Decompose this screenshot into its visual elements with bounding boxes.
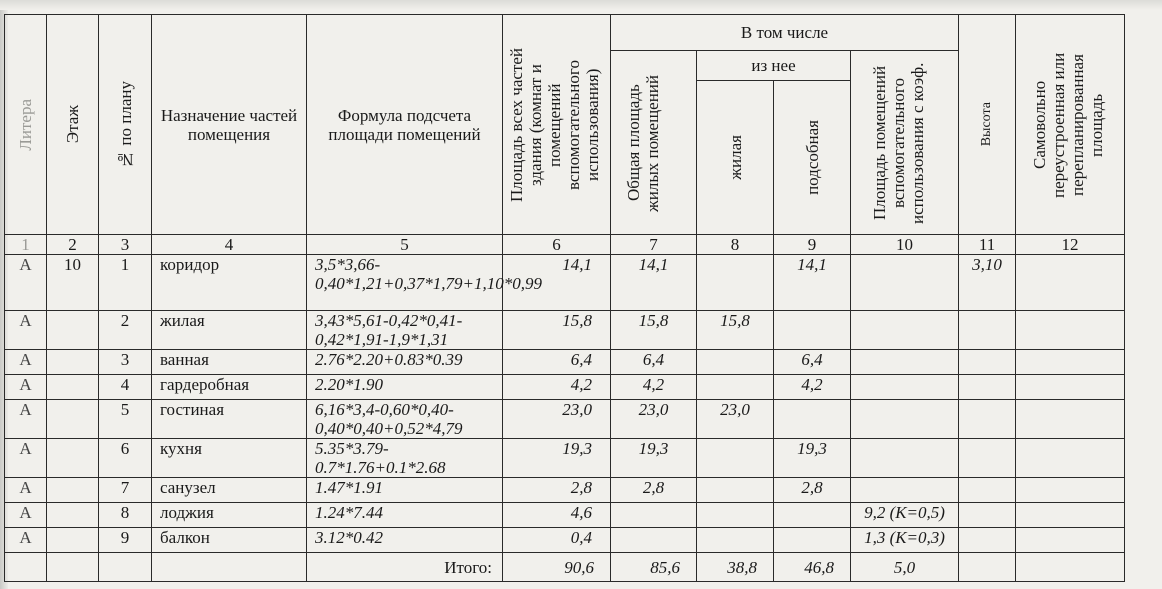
header-litera: [5, 15, 47, 235]
row-area-formula: 1.47*1.91: [307, 478, 503, 503]
totals-area-common: 85,6: [611, 553, 697, 582]
row-height: [959, 439, 1016, 478]
row-height: [959, 400, 1016, 439]
table-row: [5, 400, 1125, 439]
row-area-coef: [851, 311, 959, 350]
row-room-name: лоджия: [152, 503, 307, 528]
row-height: [959, 350, 1016, 375]
row-room-name: жилая: [152, 311, 307, 350]
row-area-living: 23,0: [697, 400, 774, 439]
row-room-name: гардеробная: [152, 375, 307, 400]
row-plan-number: 6: [99, 439, 152, 478]
row-area-all: 23,0: [503, 400, 611, 439]
table-row: [5, 311, 1125, 350]
row-plan-number: 8: [99, 503, 152, 528]
row-area-all: 14,1: [503, 255, 611, 311]
header-etazh-text: Этаж: [63, 105, 82, 144]
row-litera: А: [5, 375, 47, 400]
row-area-auxiliary: 4,2: [774, 375, 851, 400]
header-naznachenie: [152, 15, 307, 235]
row-area-formula: 3,5*3,66-0,40*1,21+0,37*1,79+1,10*0,99: [307, 255, 503, 311]
row-height: [959, 528, 1016, 553]
header-no-po-planu-text: № по плану: [115, 80, 135, 169]
header-zhilaya: [697, 81, 774, 235]
row-room-name: балкон: [152, 528, 307, 553]
row-litera: А: [5, 503, 47, 528]
column-number: 3: [99, 235, 152, 255]
row-area-coef: 1,3 (К=0,3): [851, 528, 959, 553]
row-floor: [47, 439, 99, 478]
row-plan-number: 2: [99, 311, 152, 350]
row-unauthorized-area: [1016, 503, 1125, 528]
row-area-coef: [851, 375, 959, 400]
row-area-living: [697, 439, 774, 478]
header-naznachenie-text: Назначение частей помещения: [160, 105, 298, 144]
row-area-coef: 9,2 (К=0,5): [851, 503, 959, 528]
header-ploshchad-vsekh: [503, 15, 611, 235]
row-area-common: 15,8: [611, 311, 697, 350]
row-area-auxiliary: [774, 311, 851, 350]
row-area-formula: 3,43*5,61-0,42*0,41-0,42*1,91-1,9*1,31: [307, 311, 503, 350]
row-floor: [47, 528, 99, 553]
totals-area-all: 90,6: [503, 553, 611, 582]
row-floor: [47, 478, 99, 503]
column-number: 7: [611, 235, 697, 255]
row-area-auxiliary: 2,8: [774, 478, 851, 503]
row-area-coef: [851, 350, 959, 375]
header-ploshchad-vsekh-text: Площадь всех частей здания (комнат и помещений вспомогательного использования): [506, 47, 602, 202]
header-obshchaya-text: Общая площадь жилых помещений: [623, 74, 662, 212]
row-area-common: 6,4: [611, 350, 697, 375]
row-area-formula: 3.12*0.42: [307, 528, 503, 553]
header-podsobnaya: [774, 81, 851, 235]
column-number: 5: [307, 235, 503, 255]
row-height: [959, 503, 1016, 528]
totals-empty: [1016, 553, 1125, 582]
header-zhilaya-text: жилая: [725, 135, 745, 180]
row-plan-number: 3: [99, 350, 152, 375]
row-area-common: 19,3: [611, 439, 697, 478]
row-litera: А: [5, 528, 47, 553]
header-vysota-text: Высота: [979, 102, 995, 147]
totals-empty: [152, 553, 307, 582]
table-row: [5, 375, 1125, 400]
row-area-coef: [851, 439, 959, 478]
row-plan-number: 1: [99, 255, 152, 311]
row-area-all: 0,4: [503, 528, 611, 553]
row-unauthorized-area: [1016, 478, 1125, 503]
header-samovolno: [1016, 15, 1125, 235]
row-room-name: гостиная: [152, 400, 307, 439]
header-vysota: [959, 15, 1016, 235]
totals-empty: [99, 553, 152, 582]
column-number: 8: [697, 235, 774, 255]
row-floor: [47, 375, 99, 400]
row-area-formula: 1.24*7.44: [307, 503, 503, 528]
row-area-living: [697, 255, 774, 311]
row-plan-number: 4: [99, 375, 152, 400]
row-area-living: [697, 350, 774, 375]
header-formula-text: Формула подсчета площади помещений: [328, 105, 481, 144]
row-unauthorized-area: [1016, 439, 1125, 478]
column-number: 10: [851, 235, 959, 255]
row-plan-number: 5: [99, 400, 152, 439]
row-area-coef: [851, 400, 959, 439]
row-area-formula: 2.20*1.90: [307, 375, 503, 400]
header-vspomog-text: Площадь помещений вспомогательного использования с коэф.: [869, 61, 927, 224]
header-no-po-planu: [99, 15, 152, 235]
row-floor: [47, 400, 99, 439]
row-area-auxiliary: 19,3: [774, 439, 851, 478]
page-top-shadow: [0, 0, 1162, 10]
row-room-name: коридор: [152, 255, 307, 311]
header-v-tom-chisle-text: В том числе: [740, 23, 829, 42]
row-litera: А: [5, 439, 47, 478]
row-unauthorized-area: [1016, 350, 1125, 375]
column-number: 11: [959, 235, 1016, 255]
row-litera: А: [5, 350, 47, 375]
header-iz-nee: [697, 51, 851, 81]
row-area-common: 23,0: [611, 400, 697, 439]
column-number: 4: [152, 235, 307, 255]
row-floor: 10: [47, 255, 99, 311]
row-area-all: 4,6: [503, 503, 611, 528]
table-row: [5, 503, 1125, 528]
totals-empty: [959, 553, 1016, 582]
row-area-formula: 6,16*3,4-0,60*0,40-0,40*0,40+0,52*4,79: [307, 400, 503, 439]
row-area-auxiliary: [774, 528, 851, 553]
totals-area-auxiliary: 46,8: [774, 553, 851, 582]
column-number-row: [5, 235, 1125, 255]
row-area-common: 2,8: [611, 478, 697, 503]
row-litera: А: [5, 255, 47, 311]
header-samovolno-text: Самовольно переустроенная или перепланированная площадь: [1030, 51, 1107, 198]
row-floor: [47, 350, 99, 375]
header-etazh: [47, 15, 99, 235]
totals-label: Итого:: [307, 553, 503, 582]
column-number: 12: [1016, 235, 1125, 255]
row-area-formula: 2.76*2.20+0.83*0.39: [307, 350, 503, 375]
row-unauthorized-area: [1016, 400, 1125, 439]
row-area-common: 14,1: [611, 255, 697, 311]
row-area-living: [697, 528, 774, 553]
totals-area-living: 38,8: [697, 553, 774, 582]
row-litera: А: [5, 311, 47, 350]
row-area-living: 15,8: [697, 311, 774, 350]
table-row: [5, 350, 1125, 375]
row-unauthorized-area: [1016, 528, 1125, 553]
header-v-tom-chisle: [611, 15, 959, 51]
table-row: [5, 478, 1125, 503]
row-area-living: [697, 478, 774, 503]
totals-empty: [5, 553, 47, 582]
row-room-name: ванная: [152, 350, 307, 375]
row-area-coef: [851, 478, 959, 503]
row-area-common: 4,2: [611, 375, 697, 400]
row-area-formula: 5.35*3.79-0.7*1.76+0.1*2.68: [307, 439, 503, 478]
row-floor: [47, 503, 99, 528]
row-area-all: 6,4: [503, 350, 611, 375]
row-height: [959, 375, 1016, 400]
row-plan-number: 9: [99, 528, 152, 553]
row-area-coef: [851, 255, 959, 311]
totals-area-coef: 5,0: [851, 553, 959, 582]
row-unauthorized-area: [1016, 375, 1125, 400]
row-area-common: [611, 503, 697, 528]
row-plan-number: 7: [99, 478, 152, 503]
row-area-auxiliary: [774, 400, 851, 439]
header-formula: [307, 15, 503, 235]
row-area-all: 2,8: [503, 478, 611, 503]
header-obshchaya: [611, 51, 697, 235]
row-height: 3,10: [959, 255, 1016, 311]
column-number: 1: [5, 235, 47, 255]
row-area-living: [697, 375, 774, 400]
table-row: [5, 439, 1125, 478]
totals-row: [5, 553, 1125, 582]
row-unauthorized-area: [1016, 311, 1125, 350]
row-room-name: кухня: [152, 439, 307, 478]
row-area-living: [697, 503, 774, 528]
row-area-common: [611, 528, 697, 553]
row-litera: А: [5, 400, 47, 439]
row-floor: [47, 311, 99, 350]
row-area-auxiliary: [774, 503, 851, 528]
column-number: 2: [47, 235, 99, 255]
row-area-all: 19,3: [503, 439, 611, 478]
header-iz-nee-text: из нее: [751, 56, 796, 75]
header-podsobnaya-text: подсобная: [802, 120, 822, 195]
row-area-all: 4,2: [503, 375, 611, 400]
table-row: [5, 528, 1125, 553]
row-area-auxiliary: 14,1: [774, 255, 851, 311]
table-row: [5, 255, 1125, 311]
totals-empty: [47, 553, 99, 582]
row-unauthorized-area: [1016, 255, 1125, 311]
row-area-auxiliary: 6,4: [774, 350, 851, 375]
header-vspomog: [851, 51, 959, 235]
row-room-name: санузел: [152, 478, 307, 503]
row-litera: А: [5, 478, 47, 503]
header-litera-text: Литера: [16, 98, 35, 151]
row-area-all: 15,8: [503, 311, 611, 350]
column-number: 6: [503, 235, 611, 255]
area-explication-table: [4, 14, 1125, 582]
column-number: 9: [774, 235, 851, 255]
row-height: [959, 311, 1016, 350]
row-height: [959, 478, 1016, 503]
